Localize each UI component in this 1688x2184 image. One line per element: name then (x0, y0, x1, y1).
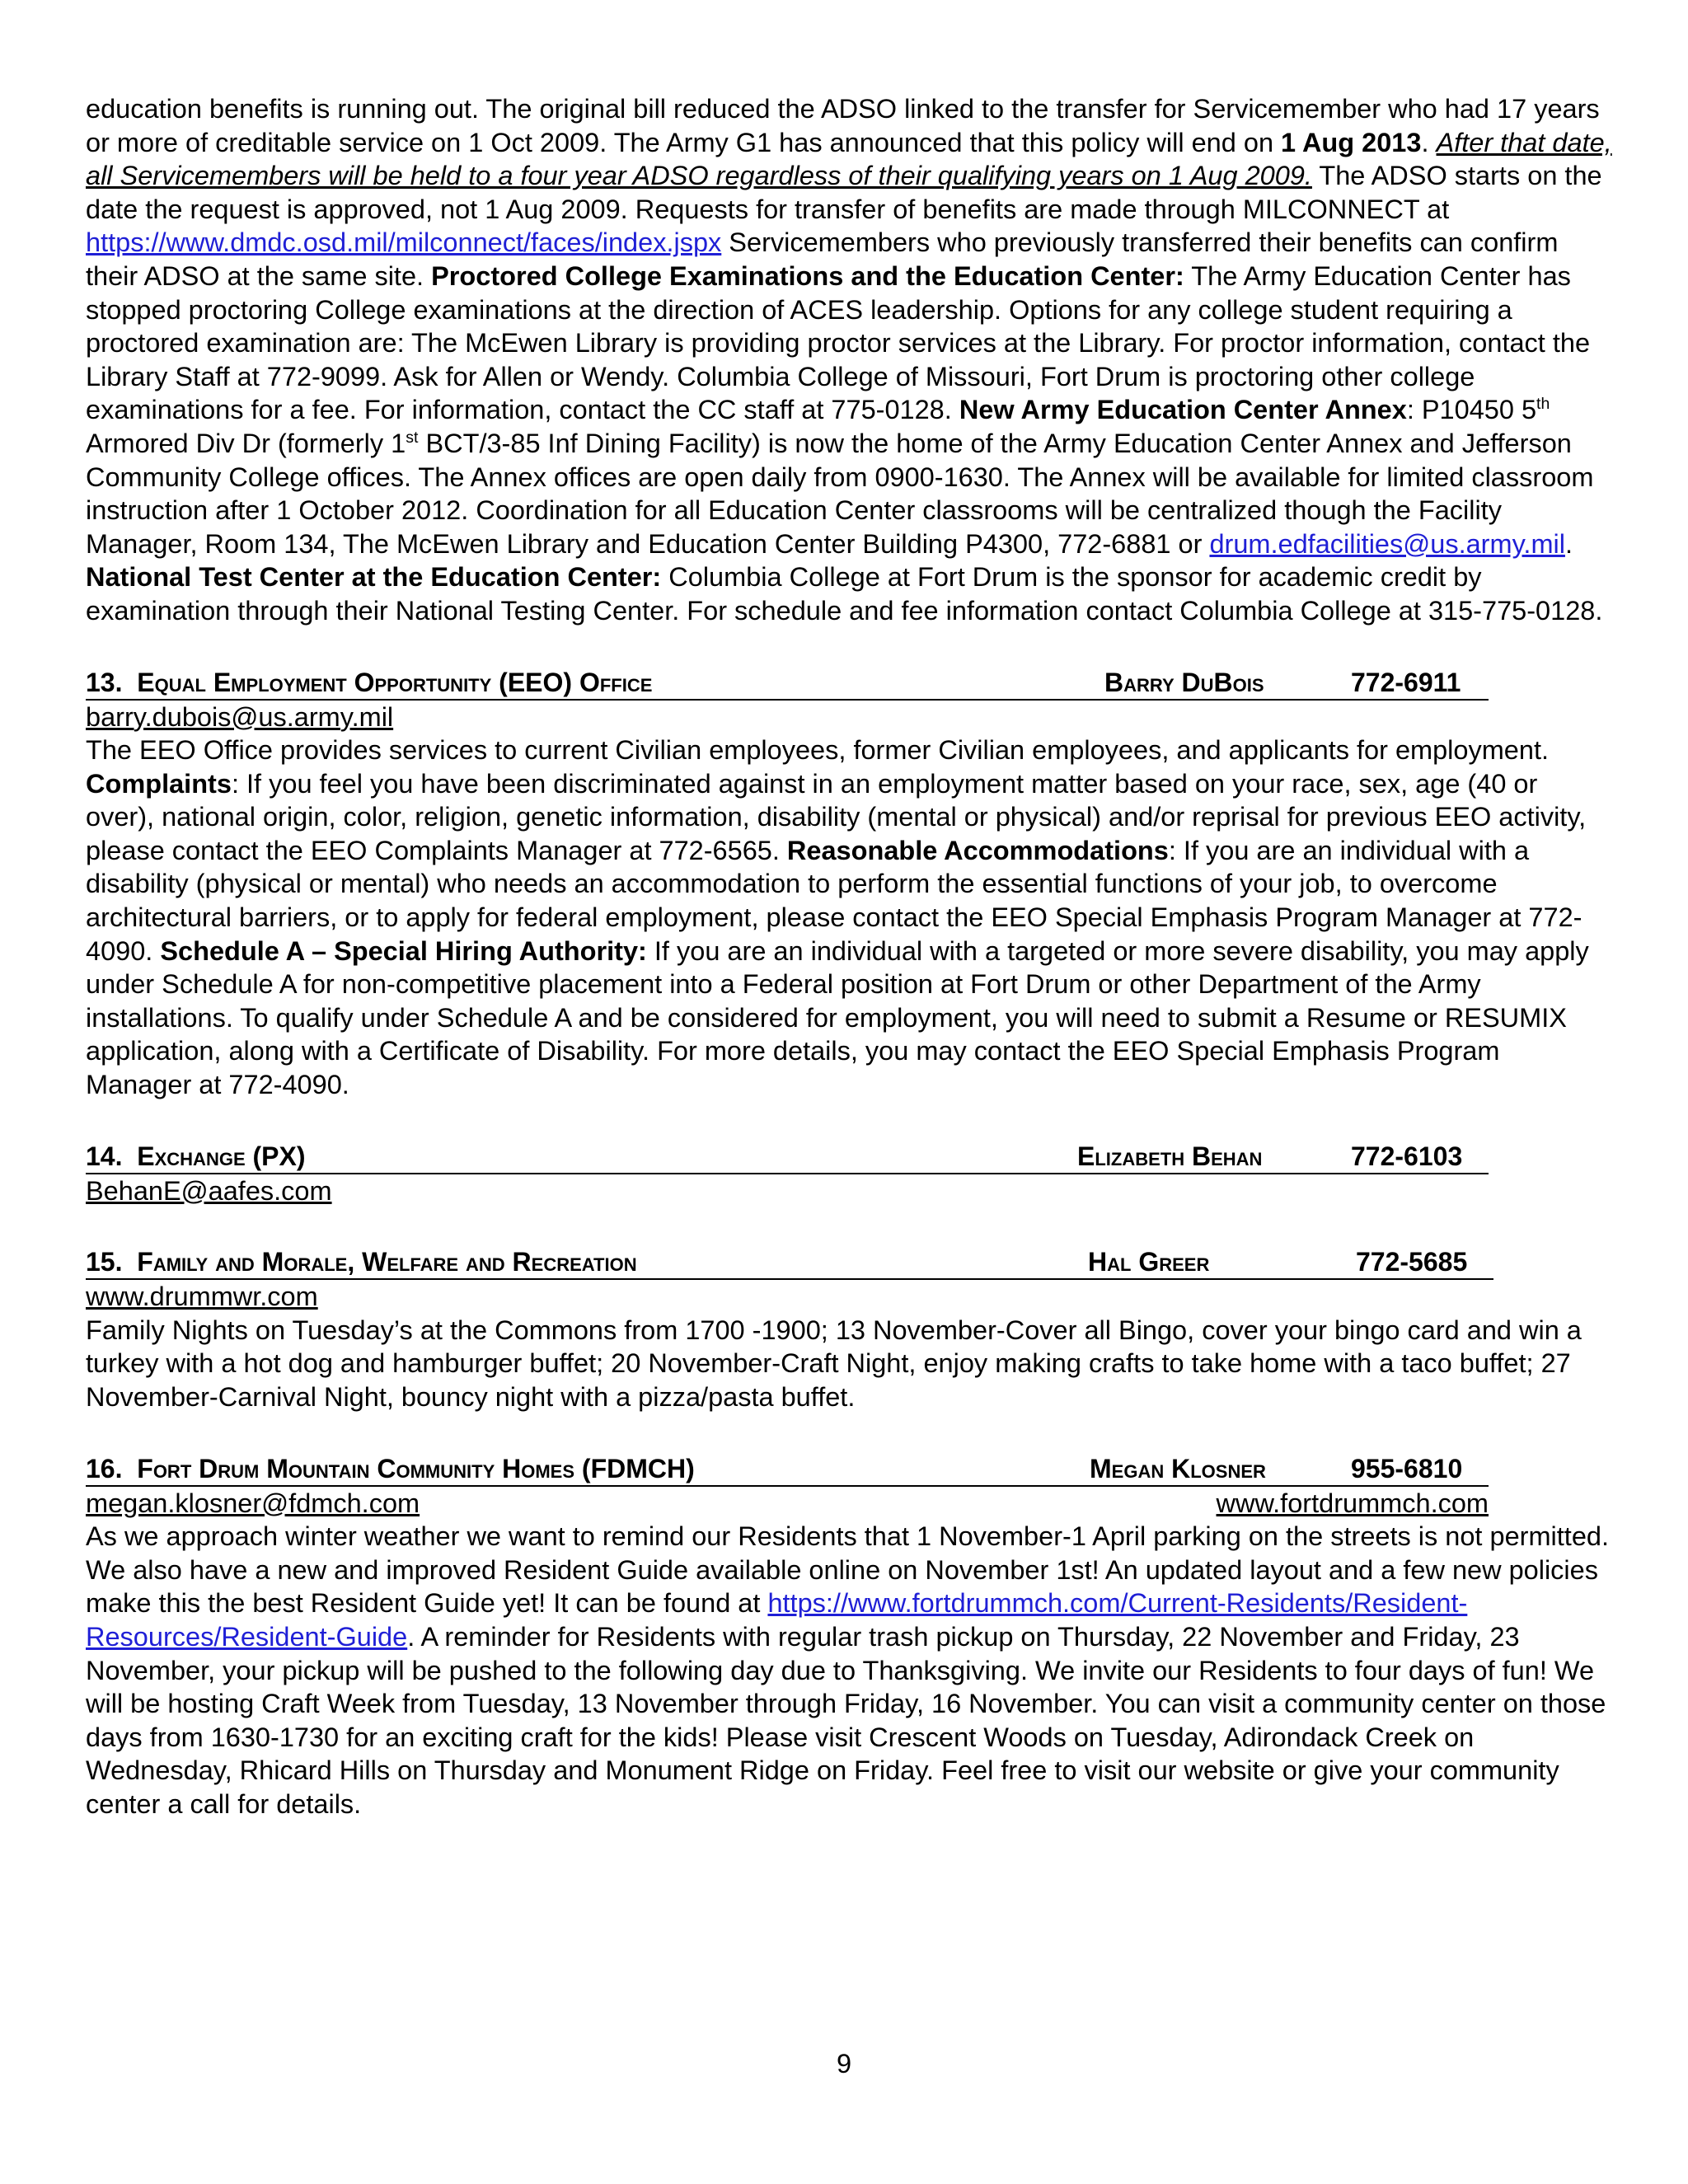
section-15-phone: 772-5685 (1356, 1247, 1468, 1277)
text-span: If you are an individual with a targeted or more severe disability, you may apply under Schedule A for non-competitive placement into a Federal position at Fort Drum or other Department of the Army installations. To qualify under Schedule A and be considered for employment, you will need to submit a Resume or RESUMIX application, along with a Certificate of Disability. For more details, you may contact the EEO Special Emphasis Program Manager at 772-4090. (86, 935, 1589, 1100)
section-13-title (86, 666, 652, 699)
section-15-title (86, 1245, 637, 1278)
section-16-body (86, 1520, 1612, 1821)
text-span: : If you are an individual with a disability (physical or mental) who needs an accommodation to perform the essential functions of your job, to overcome architectural barriers, or to apply for federal employment, please contact the EEO Special Emphasis Program Manager at 772-4090. (86, 835, 1582, 966)
test-center-heading: National Test Center at the Education Center: (86, 562, 662, 593)
section-14-header (86, 1140, 1489, 1174)
text-span: : If you feel you have been discriminated against in an employment matter based on your race, sex, age (40 or over), national origin, color, religion, genetic information, disability (mental or physical) and/or reprisal for previous EEO activity, please contact the EEO Complaints Manager at 772-6565. (86, 768, 1587, 865)
text-span: The EEO Office provides services to current Civilian employees, former Civilian employees, and applicants for employment. (86, 735, 1550, 766)
section-number: 16. (86, 1453, 123, 1483)
schedule-a-heading: Schedule A – Special Hiring Authority: (160, 935, 647, 966)
italic-notice: After that date, all Servicemembers will be held to a four year ADSO regardless of their qualifying years on 1 Aug 2009. (86, 127, 1612, 191)
section-15-header (86, 1245, 1493, 1280)
section-16-phone: 955-6810 (1351, 1453, 1463, 1483)
section-16-header (86, 1452, 1489, 1487)
section-15-body: Family Nights on Tuesday’s at the Commons from 1700 -1900; 13 November-Cover all Bingo, cover your bingo card and win a turkey with a hot dog and hamburger buffet; 20 November-Craft Night, enjoy making crafts to take home with a taco buffet; 27 November-Carnival Night, bouncy night with a pizza/pasta buffet. (86, 1315, 1582, 1412)
section-15-contact: Hal Greer (1088, 1247, 1210, 1277)
section-title: Equal Employment Opportunity (EEO) Office (137, 667, 653, 697)
text-span: . A reminder for Residents with regular trash pickup on Thursday, 22 November and Friday, 23 November, your pickup will be pushed to the following day due to Thanksgiving. We invite our Residents to four days of fun! We will be hosting Craft Week from Tuesday, 13 November through Friday, 16 November. You can visit a community center on those days from 1630-1730 for an exciting craft for the kids! Please visit Crescent Woods on Tuesday, Adirondack Creek on Wednesday, Rhicard Hills on Thursday and Monument Ridge on Friday. Feel free to visit our website or give your community center a call for details. (86, 1621, 1606, 1819)
text-span: education benefits is running out. The original bill reduced the ADSO linked to the transfer for Servicemember who had 17 years or more of creditable service on 1 Oct 2009. The Army G1 has announced that this policy will end on (86, 94, 1600, 157)
section-14-title (86, 1140, 306, 1173)
section-14-contact: Elizabeth Behan (1077, 1141, 1263, 1171)
text-span: . (1564, 528, 1573, 559)
text-span: As we approach winter weather we want to remind our Residents that 1 November-1 April parking on the streets is not permitted. We also have a new and improved Resident Guide available online on November 1st! An updated layout and a few new policies make this the best Resident Guide yet! It can be found at (86, 1521, 1609, 1619)
section-13-email[interactable]: barry.dubois@us.army.mil (86, 701, 394, 732)
text-span: BCT/3-85 Inf Dining Facility) is now the home of the Army Education Center Annex and Jefferson Community College offices. The Annex offices are open daily from 0900-1630. The Annex will be available for limited classroom instruction after 1 October 2012. Coordination for all Education Center classrooms will be centralized though the Facility Manager, Room 134, The McEwen Library and Education Center Building P4300, 772-6881 or (86, 428, 1594, 559)
section-13-phone: 772-6911 (1351, 667, 1461, 697)
section-14-phone: 772-6103 (1351, 1141, 1463, 1171)
text-span: Columbia College at Fort Drum is the sponsor for academic credit by examination through their National Testing Center. For schedule and fee information contact Columbia College at 315-775-0128. (86, 562, 1603, 626)
section-title: Fort Drum Mountain Community Homes (FDMCH) (137, 1453, 695, 1483)
section-13-header (86, 666, 1489, 701)
superscript: st (406, 429, 419, 448)
text-span: Servicemembers who previously transferred their benefits can confirm their ADSO at the same site. (86, 227, 1559, 291)
complaints-heading: Complaints (86, 768, 232, 799)
page-content (86, 92, 1612, 1821)
resident-guide-link[interactable]: https://www.fortdrummch.com/Current-Residents/Resident-Resources/Resident-Guide (86, 1588, 1468, 1652)
text-span: : P10450 5 (1406, 395, 1537, 425)
section-15-website[interactable]: www.drummwr.com (86, 1282, 318, 1312)
accommodations-heading: Reasonable Accommodations (786, 835, 1169, 865)
proctored-exams-heading: Proctored College Examinations and the Education Center: (431, 260, 1184, 291)
section-16-website[interactable]: www.fortdrummch.com (1216, 1488, 1489, 1518)
section-number: 13. (86, 667, 123, 697)
section-title: Family and Morale, Welfare and Recreation (137, 1247, 637, 1277)
education-paragraph (86, 92, 1612, 628)
page-number: 9 (836, 2049, 852, 2079)
section-13-contact: Barry DuBois (1104, 667, 1264, 697)
section-16-email[interactable]: megan.klosner@fdmch.com (86, 1488, 420, 1518)
bold-date: 1 Aug 2013 (1281, 127, 1422, 157)
text-span: . (1421, 127, 1437, 157)
text-span: The Army Education Center has stopped proctoring College examinations at the direction of ACES leadership. Options for any college student requiring a proctored examination are: The McEwen Library is providing proctor services at the Library. For proctor information, contact the Library Staff at 772-9099. Ask for Allen or Wendy. Columbia College of Missouri, Fort Drum is proctoring other college examinations for a fee. For information, contact the CC staff at 775-0128. (86, 260, 1591, 425)
section-16-links (86, 1487, 1489, 1521)
milconnect-link[interactable]: https://www.dmdc.osd.mil/milconnect/faces/index.jspx (86, 227, 722, 258)
section-title: Exchange (PX) (137, 1141, 306, 1171)
text-span: Armored Div Dr (formerly 1 (86, 428, 406, 458)
annex-heading: New Army Education Center Annex (959, 395, 1407, 425)
edfacilities-email-link[interactable]: drum.edfacilities@us.army.mil (1209, 528, 1565, 559)
text-span: The ADSO starts on the date the request is approved, not 1 Aug 2009. Requests for transfer of benefits are made through MILCONNECT at (86, 161, 1602, 224)
section-number: 14. (86, 1141, 123, 1171)
section-number: 15. (86, 1247, 123, 1277)
section-16-title (86, 1452, 695, 1485)
section-16-contact: Megan Klosner (1090, 1453, 1266, 1483)
superscript: th (1536, 395, 1550, 414)
section-14-email[interactable]: BehanE@aafes.com (86, 1175, 332, 1206)
section-13-body (86, 733, 1612, 1102)
